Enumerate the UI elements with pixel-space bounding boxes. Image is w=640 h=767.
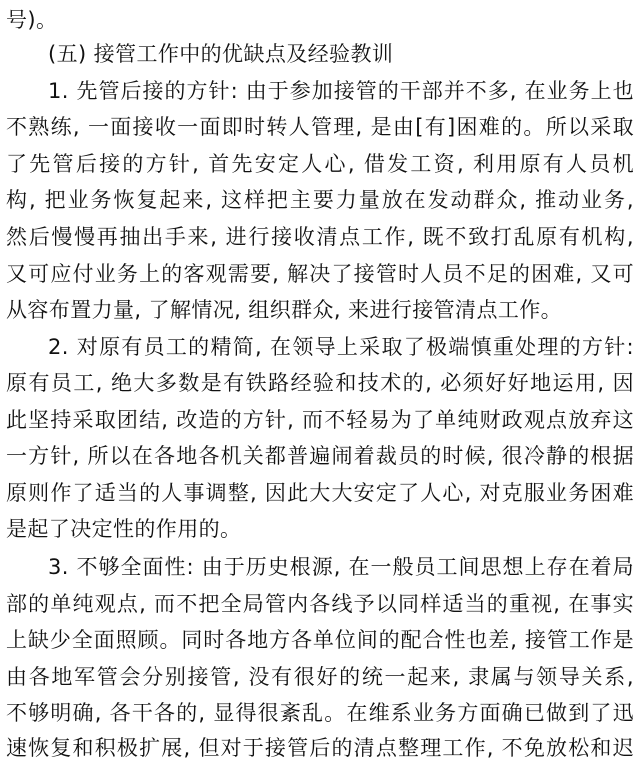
paragraph-3-line-1: 3. 不够全面性: 由于历史根源, 在一般员工间思想上存在着局: [48, 555, 634, 579]
paragraph-1-line-5: 然后慢慢再抽出手来, 进行接收清点工作, 既不致打乱原有机构,: [6, 225, 634, 249]
paragraph-1-line-3: 了先管后接的方针, 首先安定人心, 借发工资, 利用原有人员机: [6, 152, 634, 176]
paragraph-2-line-6: 是起了决定性的作用的。: [6, 517, 242, 541]
paragraph-1-line-4: 构, 把业务恢复起来, 这样把主要力量放在发动群众, 推动业务,: [6, 188, 634, 212]
paragraph-3-line-6: 速恢复和积极扩展, 但对于接管后的清点整理工作, 不免放松和迟: [6, 736, 634, 760]
paragraph-1-line-7: 从容布置力量, 了解情况, 组织群众, 来进行接管清点工作。: [6, 298, 563, 322]
paragraph-2-line-3: 此坚持采取团结, 改造的方针, 而不轻易为了单纯财政观点放弃这: [6, 408, 634, 432]
paragraph-3-line-2: 部的单纯观点, 而不把全局管内各线予以同样适当的重视, 在事实: [6, 592, 634, 616]
paragraph-2-line-1: 2. 对原有员工的精简, 在领导上采取了极端慎重处理的方针:: [48, 335, 634, 359]
paragraph-2-line-4: 一方针, 所以在各地各机关都普遍闹着裁员的时候, 很冷静的根据: [6, 444, 634, 468]
paragraph-3-line-3: 上缺少全面照顾。同时各地方各单位间的配合性也差, 接管工作是: [6, 628, 634, 652]
paragraph-1-line-6: 又可应付业务上的客观需要, 解决了接管时人员不足的困难, 又可: [6, 262, 634, 286]
paragraph-3-line-5: 不够明确, 各干各的, 显得很紊乱。在维系业务方面确已做到了迅: [6, 701, 634, 725]
section-heading: (五) 接管工作中的优缺点及经验教训: [48, 42, 394, 66]
paragraph-2-line-2: 原有员工, 绝大多数是有铁路经验和技术的, 必须好好地运用, 因: [6, 371, 634, 395]
paragraph-2-line-5: 原则作了适当的人事调整, 因此大大安定了人心, 对克服业务困难: [6, 481, 634, 505]
text-line-continuation: 号)。: [6, 8, 58, 32]
paragraph-1-line-1: 1. 先管后接的方针: 由于参加接管的干部并不多, 在业务上也: [48, 79, 634, 103]
paragraph-1-line-2: 不熟练, 一面接收一面即时转人管理, 是由[有]困难的。所以采取: [6, 115, 634, 139]
paragraph-3-line-4: 由各地军管会分别接管, 没有很好的统一起来, 隶属与领导关系,: [6, 665, 634, 689]
